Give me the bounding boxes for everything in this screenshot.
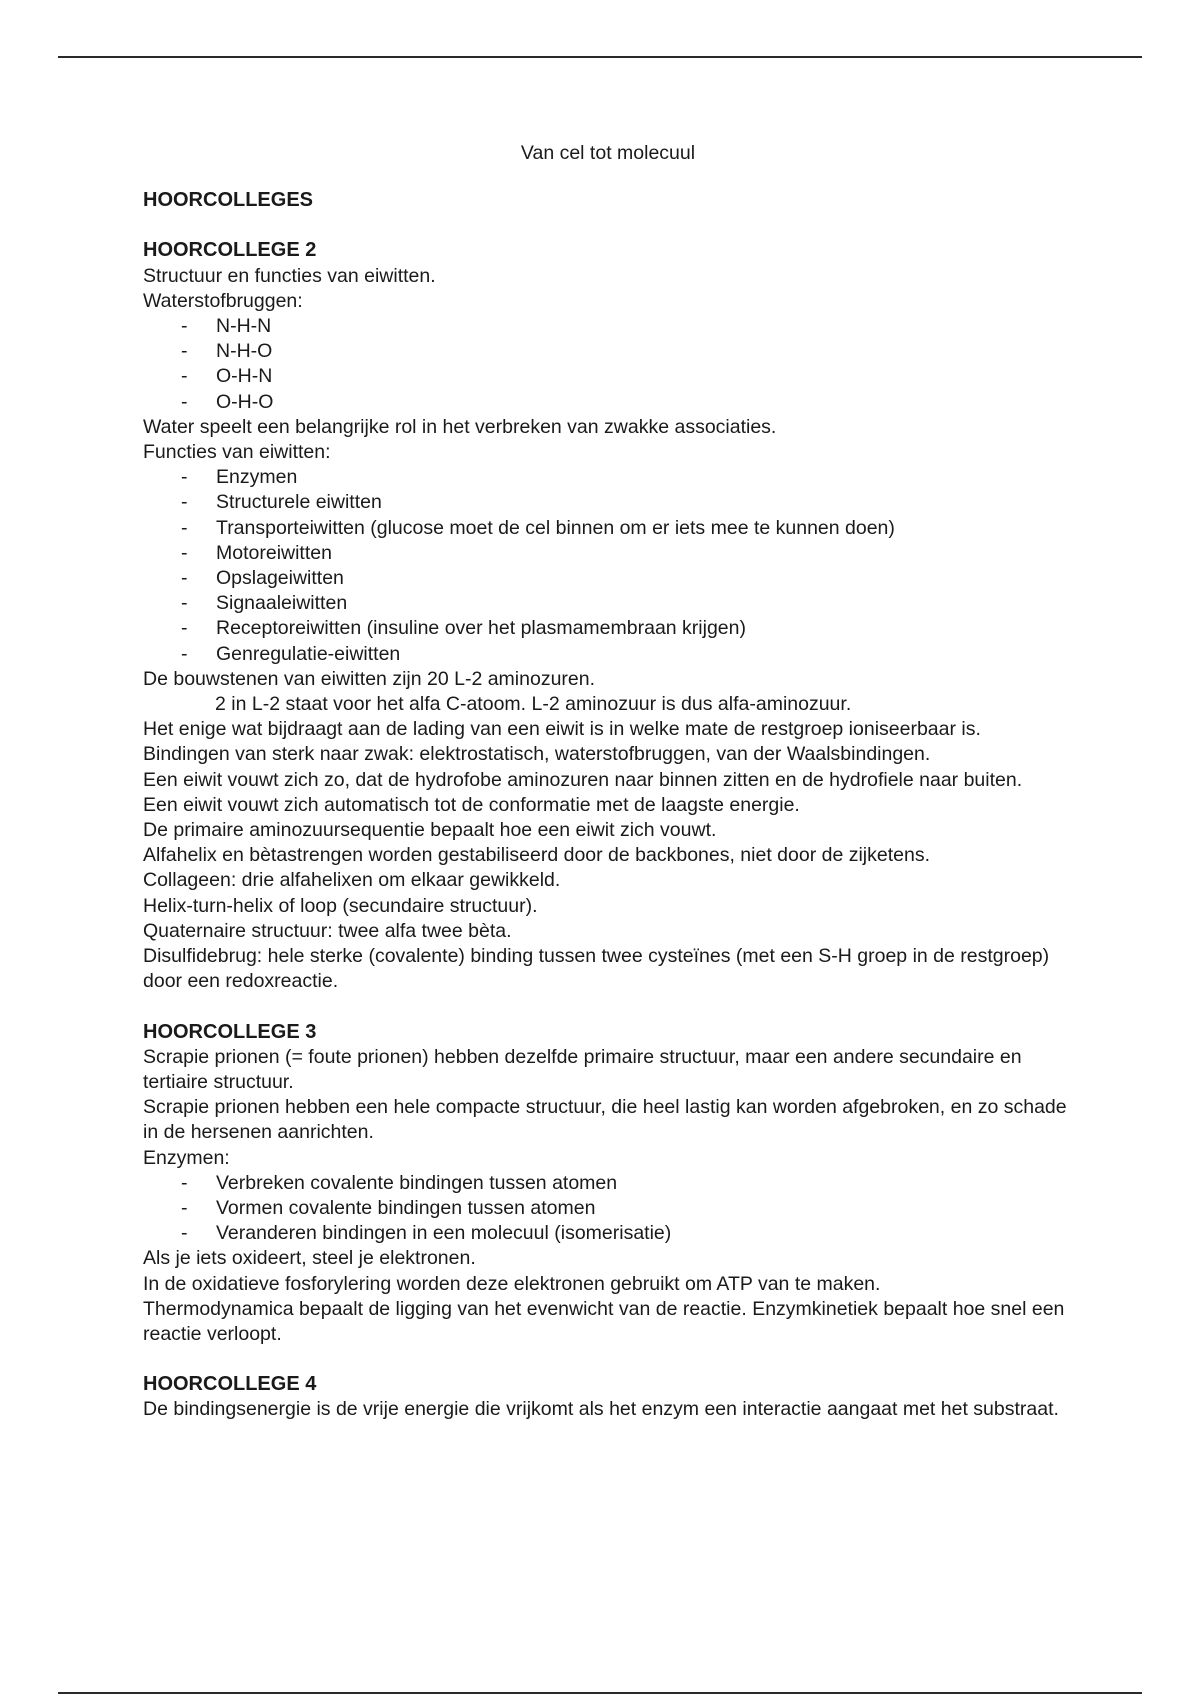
bottom-rule [58,1692,1142,1694]
paragraph: Het enige wat bijdraagt aan de lading van een eiwit is in welke mate de restgroep ioniseerbaar is. [143,718,981,741]
paragraph: Collageen: drie alfahelixen om elkaar gewikkeld. [143,869,561,892]
paragraph: Een eiwit vouwt zich zo, dat de hydrofobe aminozuren naar binnen zitten en de hydrofiele naar buiten. [143,768,1023,791]
main-heading: HOORCOLLEGES [143,189,314,212]
paragraph: De primaire aminozuursequentie bepaalt hoe een eiwit zich vouwt. [143,819,717,842]
section-heading: HOORCOLLEGE 3 [143,1020,317,1043]
list-item: - Receptoreiwitten (insuline over het plasmamembraan krijgen) [143,616,1073,641]
list-item: - Signaaleiwitten [143,591,1073,616]
list-item: - Genregulatie-eiwitten [143,642,1073,667]
paragraph: Waterstofbruggen: [143,289,303,312]
paragraph: Thermodynamica bepaalt de ligging van het evenwicht van de reactie. Enzymkinetiek bepaalt hoe snel een reactie verloopt. [143,1297,1065,1345]
paragraph: Alfahelix en bètastrengen worden gestabiliseerd door de backbones, niet door de zijketens. [143,844,931,867]
list-item: - Verbreken covalente bindingen tussen atomen [143,1171,1073,1196]
section-heading: HOORCOLLEGE 2 [143,239,317,262]
list-item: - Opslageiwitten [143,566,1073,591]
spacer [143,995,1073,1020]
document-title: Van cel tot molecuul [520,142,696,164]
paragraph: In de oxidatieve fosforylering worden deze elektronen gebruikt om ATP van te maken. [143,1272,881,1295]
list-item: - Transporteiwitten (glucose moet de cel binnen om er iets mee te kunnen doen) [143,516,1073,541]
indented-paragraph: 2 in L-2 staat voor het alfa C-atoom. L-2 aminozuur is dus alfa-aminozuur. [215,693,852,716]
section-hoorcollege-4 [143,1372,1073,1422]
paragraph: Functies van eiwitten: [143,441,331,464]
enzyme-actions-list [143,1171,1073,1247]
paragraph: Scrapie prionen hebben een hele compacte structuur, die heel lastig kan worden afgebroken, en zo schade in de hersenen aanrichten. [143,1096,1067,1144]
list-item: - O-H-O [143,390,1073,415]
spacer [143,213,1073,238]
spacer [143,1347,1073,1372]
list-item: - N-H-N [143,314,1073,339]
paragraph: De bouwstenen van eiwitten zijn 20 L-2 aminozuren. [143,667,596,690]
list-item: - Structurele eiwitten [143,490,1073,515]
paragraph: Bindingen van sterk naar zwak: elektrostatisch, waterstofbruggen, van der Waalsbindingen. [143,743,931,766]
list-item: - N-H-O [143,339,1073,364]
list-item: - Enzymen [143,465,1073,490]
paragraph: Enzymen: [143,1146,230,1169]
list-item: - Vormen covalente bindingen tussen atomen [143,1196,1073,1221]
paragraph: Als je iets oxideert, steel je elektronen. [143,1247,476,1270]
section-hoorcollege-3 [143,1020,1073,1348]
paragraph: Scrapie prionen (= foute prionen) hebben dezelfde primaire structuur, maar een andere secundaire en tertiaire structuur. [143,1045,1022,1093]
paragraph: Een eiwit vouwt zich automatisch tot de conformatie met de laagste energie. [143,793,800,816]
paragraph: Helix-turn-helix of loop (secundaire structuur). [143,894,538,917]
top-rule [58,56,1142,58]
paragraph: Water speelt een belangrijke rol in het verbreken van zwakke associaties. [143,415,777,438]
list-item: - Veranderen bindingen in een molecuul (isomerisatie) [143,1221,1073,1246]
paragraph: Quaternaire structuur: twee alfa twee bèta. [143,919,512,942]
protein-functions-list [143,465,1073,667]
section-heading: HOORCOLLEGE 4 [143,1373,317,1396]
section-hoorcollege-2 [143,238,1073,994]
document-body [143,141,1073,1423]
hydrogen-bond-list [143,314,1073,415]
paragraph: De bindingsenergie is de vrije energie die vrijkomt als het enzym een interactie aangaat met het substraat. [143,1398,1059,1421]
list-item: - O-H-N [143,364,1073,389]
paragraph: Disulfidebrug: hele sterke (covalente) binding tussen twee cysteïnes (met een S-H groep in de restgroep) door een redoxreactie. [143,945,1050,993]
list-item: - Motoreiwitten [143,541,1073,566]
paragraph: Structuur en functies van eiwitten. [143,264,436,287]
